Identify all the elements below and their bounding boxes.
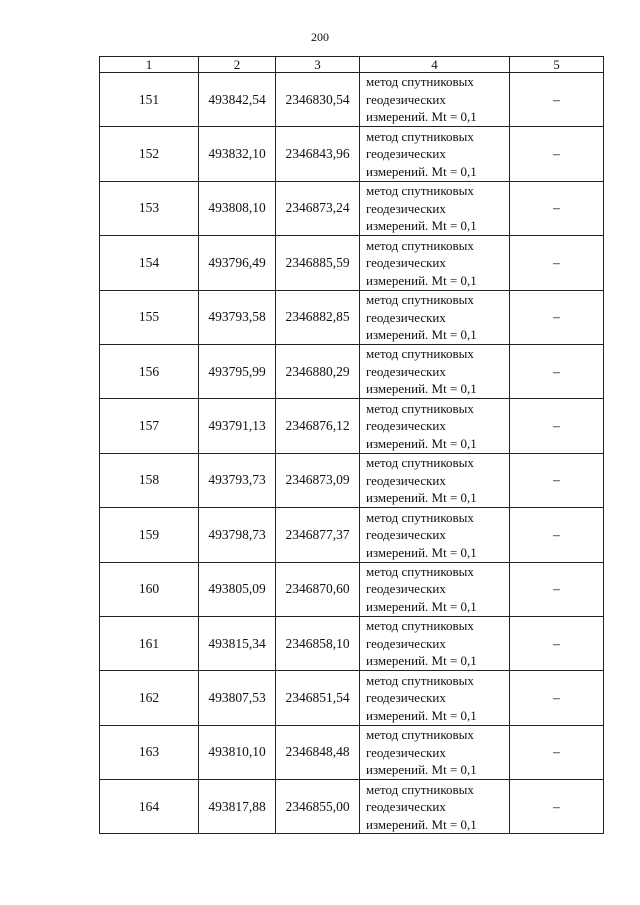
y-coordinate-cell: 2346848,48 bbox=[276, 725, 360, 779]
point-number-cell: 162 bbox=[100, 671, 199, 725]
point-number-cell: 164 bbox=[100, 780, 199, 834]
method-line: метод спутниковых bbox=[366, 563, 474, 579]
note-cell: – bbox=[510, 290, 604, 344]
x-coordinate-cell: 493798,73 bbox=[199, 508, 276, 562]
method-line: измерений. Mt = 0,1 bbox=[366, 653, 477, 669]
note-cell: – bbox=[510, 344, 604, 398]
y-coordinate-cell: 2346885,59 bbox=[276, 236, 360, 290]
method-line: геодезических bbox=[366, 744, 446, 760]
coordinates-table bbox=[99, 56, 604, 834]
point-number-cell: 152 bbox=[100, 127, 199, 181]
method-line: измерений. Mt = 0,1 bbox=[366, 327, 477, 342]
method-cell bbox=[360, 344, 510, 398]
method-line: геодезических bbox=[366, 91, 446, 107]
x-coordinate-cell: 493805,09 bbox=[199, 562, 276, 616]
y-coordinate-cell: 2346877,37 bbox=[276, 508, 360, 562]
method-line: геодезических bbox=[366, 799, 446, 815]
method-cell bbox=[360, 780, 510, 834]
point-number-cell: 158 bbox=[100, 453, 199, 507]
method-line: метод спутниковых bbox=[366, 455, 474, 471]
method-cell bbox=[360, 290, 510, 344]
point-number-cell: 157 bbox=[100, 399, 199, 453]
method-line: измерений. Mt = 0,1 bbox=[366, 816, 477, 832]
column-header: 4 bbox=[360, 57, 510, 73]
method-line: геодезических bbox=[366, 527, 446, 543]
note-cell: – bbox=[510, 73, 604, 127]
y-coordinate-cell: 2346858,10 bbox=[276, 616, 360, 670]
x-coordinate-cell: 493815,34 bbox=[199, 616, 276, 670]
method-line: измерений. Mt = 0,1 bbox=[366, 598, 477, 614]
y-coordinate-cell: 2346855,00 bbox=[276, 780, 360, 834]
point-number-cell: 154 bbox=[100, 236, 199, 290]
method-line: геодезических bbox=[366, 581, 446, 597]
y-coordinate-cell: 2346830,54 bbox=[276, 73, 360, 127]
point-number-cell: 151 bbox=[100, 73, 199, 127]
method-line: метод спутниковых bbox=[366, 128, 474, 144]
table-row bbox=[100, 780, 604, 834]
x-coordinate-cell: 493810,10 bbox=[199, 725, 276, 779]
point-number-cell: 161 bbox=[100, 616, 199, 670]
point-number-cell: 156 bbox=[100, 344, 199, 398]
x-coordinate-cell: 493808,10 bbox=[199, 181, 276, 235]
method-line: измерений. Mt = 0,1 bbox=[366, 163, 477, 179]
method-line: измерений. Mt = 0,1 bbox=[366, 381, 477, 397]
table-header-row bbox=[100, 57, 604, 73]
method-line: измерений. Mt = 0,1 bbox=[366, 762, 477, 778]
method-cell bbox=[360, 127, 510, 181]
table-row bbox=[100, 725, 604, 779]
x-coordinate-cell: 493793,73 bbox=[199, 453, 276, 507]
point-number-cell: 160 bbox=[100, 562, 199, 616]
column-header: 5 bbox=[510, 57, 604, 73]
note-cell: – bbox=[510, 127, 604, 181]
method-line: метод спутниковых bbox=[366, 727, 474, 743]
method-line: метод спутниковых bbox=[366, 237, 474, 253]
method-line: измерений. Mt = 0,1 bbox=[366, 490, 477, 506]
note-cell: – bbox=[510, 453, 604, 507]
method-line: геодезических bbox=[366, 200, 446, 216]
table-row bbox=[100, 127, 604, 181]
method-line: измерений. Mt = 0,1 bbox=[366, 544, 477, 560]
method-line: метод спутниковых bbox=[366, 400, 474, 416]
method-line: измерений. Mt = 0,1 bbox=[366, 707, 477, 723]
method-cell bbox=[360, 399, 510, 453]
table-row bbox=[100, 508, 604, 562]
method-line: метод спутниковых bbox=[366, 672, 474, 688]
method-cell bbox=[360, 616, 510, 670]
method-cell bbox=[360, 181, 510, 235]
y-coordinate-cell: 2346851,54 bbox=[276, 671, 360, 725]
method-cell bbox=[360, 508, 510, 562]
point-number-cell: 155 bbox=[100, 290, 199, 344]
method-cell bbox=[360, 562, 510, 616]
method-line: метод спутниковых bbox=[366, 509, 474, 525]
note-cell: – bbox=[510, 616, 604, 670]
method-cell bbox=[360, 453, 510, 507]
point-number-cell: 153 bbox=[100, 181, 199, 235]
table-row bbox=[100, 562, 604, 616]
table-row bbox=[100, 671, 604, 725]
method-line: метод спутниковых bbox=[366, 183, 474, 199]
table-row bbox=[100, 453, 604, 507]
x-coordinate-cell: 493832,10 bbox=[199, 127, 276, 181]
method-line: метод спутниковых bbox=[366, 346, 474, 362]
note-cell: – bbox=[510, 780, 604, 834]
method-cell bbox=[360, 236, 510, 290]
y-coordinate-cell: 2346882,85 bbox=[276, 290, 360, 344]
table-row bbox=[100, 399, 604, 453]
y-coordinate-cell: 2346843,96 bbox=[276, 127, 360, 181]
note-cell: – bbox=[510, 181, 604, 235]
method-line: метод спутниковых bbox=[366, 292, 474, 307]
y-coordinate-cell: 2346873,24 bbox=[276, 181, 360, 235]
note-cell: – bbox=[510, 562, 604, 616]
table-row bbox=[100, 236, 604, 290]
y-coordinate-cell: 2346873,09 bbox=[276, 453, 360, 507]
method-cell bbox=[360, 671, 510, 725]
y-coordinate-cell: 2346870,60 bbox=[276, 562, 360, 616]
method-line: геодезических bbox=[366, 690, 446, 706]
column-header: 2 bbox=[199, 57, 276, 73]
method-line: измерений. Mt = 0,1 bbox=[366, 109, 477, 125]
table-row bbox=[100, 290, 604, 344]
method-line: геодезических bbox=[366, 472, 446, 488]
x-coordinate-cell: 493817,88 bbox=[199, 780, 276, 834]
table-row bbox=[100, 73, 604, 127]
method-cell bbox=[360, 725, 510, 779]
column-header: 1 bbox=[100, 57, 199, 73]
point-number-cell: 163 bbox=[100, 725, 199, 779]
method-line: геодезических bbox=[366, 309, 446, 325]
method-line: геодезических bbox=[366, 146, 446, 162]
point-number-cell: 159 bbox=[100, 508, 199, 562]
method-line: геодезических bbox=[366, 418, 446, 434]
method-line: геодезических bbox=[366, 635, 446, 651]
x-coordinate-cell: 493842,54 bbox=[199, 73, 276, 127]
note-cell: – bbox=[510, 725, 604, 779]
page-number: 200 bbox=[311, 30, 329, 44]
note-cell: – bbox=[510, 236, 604, 290]
note-cell: – bbox=[510, 671, 604, 725]
x-coordinate-cell: 493795,99 bbox=[199, 344, 276, 398]
y-coordinate-cell: 2346880,29 bbox=[276, 344, 360, 398]
note-cell: – bbox=[510, 399, 604, 453]
method-line: геодезических bbox=[366, 255, 446, 271]
method-line: метод спутниковых bbox=[366, 74, 474, 90]
method-line: метод спутниковых bbox=[366, 781, 474, 797]
table-body bbox=[100, 73, 604, 834]
method-line: измерений. Mt = 0,1 bbox=[366, 435, 477, 451]
note-cell: – bbox=[510, 508, 604, 562]
y-coordinate-cell: 2346876,12 bbox=[276, 399, 360, 453]
method-cell bbox=[360, 73, 510, 127]
method-line: измерений. Mt = 0,1 bbox=[366, 272, 477, 288]
table-row bbox=[100, 616, 604, 670]
method-line: метод спутниковых bbox=[366, 618, 474, 634]
x-coordinate-cell: 493796,49 bbox=[199, 236, 276, 290]
table-row bbox=[100, 181, 604, 235]
method-line: измерений. Mt = 0,1 bbox=[366, 218, 477, 234]
x-coordinate-cell: 493793,58 bbox=[199, 290, 276, 344]
table-row bbox=[100, 344, 604, 398]
x-coordinate-cell: 493791,13 bbox=[199, 399, 276, 453]
column-header: 3 bbox=[276, 57, 360, 73]
method-line: геодезических bbox=[366, 363, 446, 379]
x-coordinate-cell: 493807,53 bbox=[199, 671, 276, 725]
